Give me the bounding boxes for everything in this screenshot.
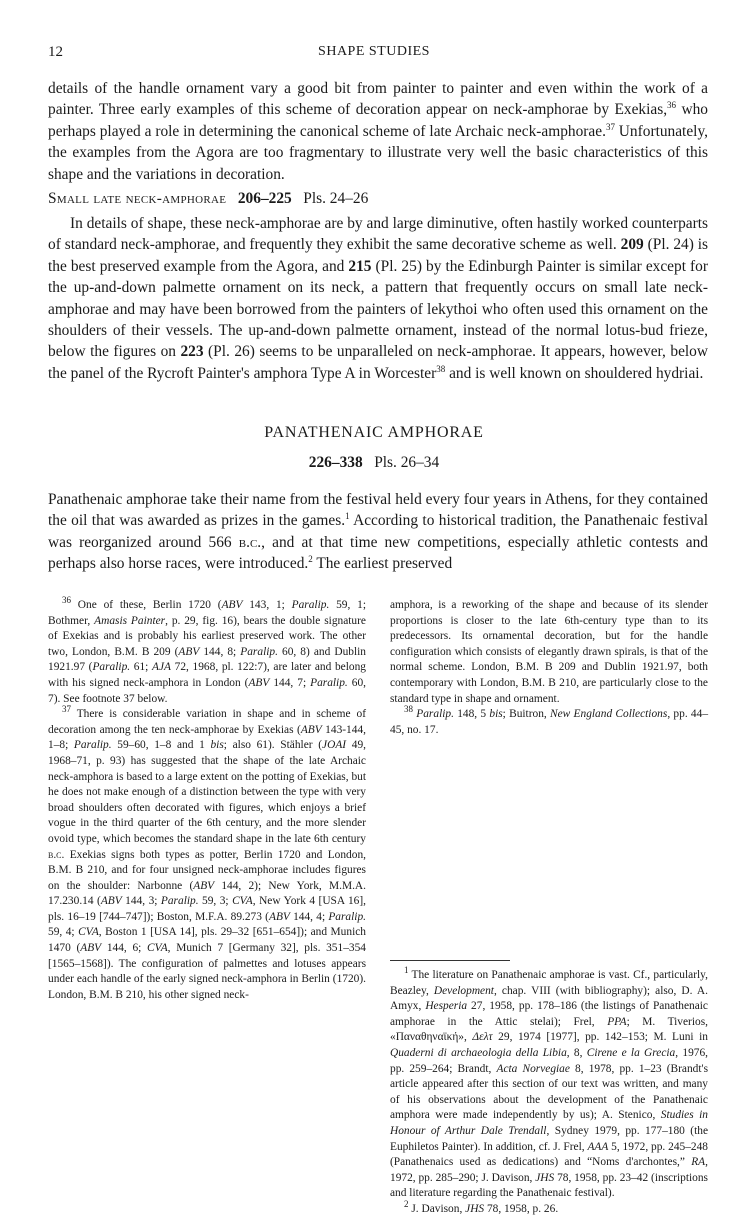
footnote-ref: 37	[605, 121, 615, 132]
chapter-heading: PANATHENAIC AMPHORAE	[264, 424, 484, 441]
footnote-ref: 38	[436, 363, 446, 374]
chapter-footnotes	[390, 965, 709, 1218]
footnote-2: $^2$ J. Davison, JHS 78, 1958, p. 26.	[404, 1199, 559, 1215]
paragraph-panathenaic: Panathenaic amphorae take their name from the festival held every four years in Athens, for they contained the oil that was awarded as prizes in the games.$^1$ According to historical tradition, the Panathenaic festival was reorganized around 566 b.c., and at that time new competitions, especially athletic contests and perhaps also horse races, were introduced.$^2$ The earliest preserved	[48, 491, 708, 573]
chapter-subheading: 226–338 Pls. 26–34	[308, 454, 440, 471]
footnote-37: $^{37}$ There is considerable variation in shape and in scheme of decoration among the ten neck-amphorae by Exekias (ABV 143-144, 1–8; Paralip. 59–60, 1–8 and 1 bis; also 61). Stähler (JOAI 49, 1968–71, p. 93) has suggested that the shape of the late Archaic neck-amphora is based to a large extent on the potting of Exekias, but he does not make enough of a distinction between the type with very broad shoulders often decorated with figures, which enjoys a brief vogue in the third quarter of the 6th century, and the more slender ovoid type, which becomes the standard shape in the late 6th century b.c. Exekias signs both types as potter, Berlin 1720 and London, B.M. B 210, and for four unsigned neck-amphorae includes figures on the shoulder: Narbonne (ABV 144, 2); New York, M.M.A. 17.230.14 (ABV 144, 3; Paralip. 59, 3; CVA, New York 4 [USA 16], pls. 16–19 [744–747]); Boston, M.F.A. 89.273 (ABV 144, 4; Paralip. 59, 4; CVA, Boston 1 [USA 14], pls. 29–32 [651–654]); and Munich 1470 (ABV 144, 6; CVA, Munich 7 [Germany 32], pls. 351–354 [1565–1568]). The configuration of palmettes and lotuses appears under each handle of the early signed neck-amphora in Berlin (1720). London, B.M. B 210, his other signed neck-	[48, 704, 366, 1001]
paragraph-small-neck-amphorae: In details of shape, these neck-amphorae are by and large diminutive, often hastily worked counterparts of standard neck-amphorae, and frequently they exhibit the same decorative scheme as well. 209 (Pl. 24) is the best preserved example from the Agora, and 215 (Pl. 25) by the Edinburgh Painter is similar except for the up-and-down palmette ornament on its neck, a pattern that frequently occurs on small late neck-amphorae and may have been borrowed from the painters of lekythoi who often used this ornament on the shoulders of their vessels. The up-and-down palmette ornament, instead of the normal lotus-bud frieze, below the figures on 223 (Pl. 26) seems to be unparalleled on neck-amphorae. It appears, however, below the panel of the Rycroft Painter's amphora Type A in Worcester$^{38}$ and is well known on shouldered hydriai.	[48, 215, 708, 382]
footnote-37-continued: amphora, is a reworking of the shape and because of its slender proportions is closer to the late 6th-century type than to its predecessors. Its ornamental decoration, but for the handle configuration which consists of elegantly drawn spirals, is that of the normal scheme. London, B.M. B 209 and Dublin 1921.97, both contemporary with London, B.M. B 210, are particularly close to the standard type in shape and ornament.	[390, 599, 708, 705]
footnotes-left-column	[48, 595, 366, 1003]
paragraph-intro: details of the handle ornament vary a good bit from painter to painter and even within the work of a painter. Three early examples of this scheme of decoration appear on neck-amphorae by Exekias,$^{36}$ who perhaps played a role in determining the canonical scheme of late Archaic neck-amphorae.$^{37}$ Unfortunately, the examples from the Agora are too fragmentary to illustrate very well the basic characteristics of this shape and the variations in decoration.	[48, 80, 708, 183]
footnote-1: $^1$ The literature on Panathenaic amphorae is vast. Cf., particularly, Beazley, Development, chap. VIII (with bibliography); also, D. A. Amyx, Hesperia 27, 1958, pp. 178–186 (the listings of Panathenaic amphorae in the Attic stelai); Frel, PPA; M. Tiverios, «Παναθηναϊκή», Δελτ 29, 1974 [1977], pp. 142–153; M. Luni in Quaderni di archaeologia della Libia, 8, Cirene e la Grecia, 1976, pp. 259–264; Brandt, Acta Norvegiae 8, 1978, pp. 1–23 (Brandt's article appeared after this section of our text was written, and many of his observations about the development of the Panathenaic amphora were made independently by us); A. Stenico, Studies in Honour of Arthur Dale Trendall, Sydney 1979, pp. 177–180 (the Euphiletos Painter). In addition, cf. J. Frel, AAA 5, 1972, pp. 245–248 (Panathenaics used as dedications) and “Noms d'archontes,” RA, 1972, pp. 285–290; J. Davison, JHS 78, 1958, pp. 23–42 (inscriptions and literature regarding the Panathenaic festival).	[390, 965, 709, 1200]
footnote-ref: 1	[345, 511, 350, 522]
footnote-36: $^{36}$ One of these, Berlin 1720 (ABV 143, 1; Paralip. 59, 1; Bothmer, Amasis Painter, p. 29, fig. 16), bears the double signature of Exekias and is probably his earliest preserved work. The other two, London, B.M. B 209 (ABV 144, 8; Paralip. 60, 8) and Dublin 1921.97 (Paralip. 61; AJA 72, 1968, pl. 122:7), are later and belong with his signed neck-amphora in London (ABV 144, 7; Paralip. 60, 7). See footnote 37 below.	[48, 595, 366, 705]
running-title: SHAPE STUDIES	[318, 44, 430, 59]
footnote-38: $^{38}$ Paralip. 148, 5 bis; Buitron, New England Collections, pp. 44–45, no. 17.	[390, 704, 709, 736]
footnotes-right-column	[390, 598, 708, 738]
footnote-separator	[390, 960, 510, 961]
footnote-ref: 2	[308, 554, 313, 565]
section-heading-small-neck-amphorae: Small late neck-amphorae 206–225 Pls. 24–26	[48, 190, 369, 207]
page-number: 12	[48, 44, 63, 60]
footnote-ref: 36	[667, 100, 677, 111]
